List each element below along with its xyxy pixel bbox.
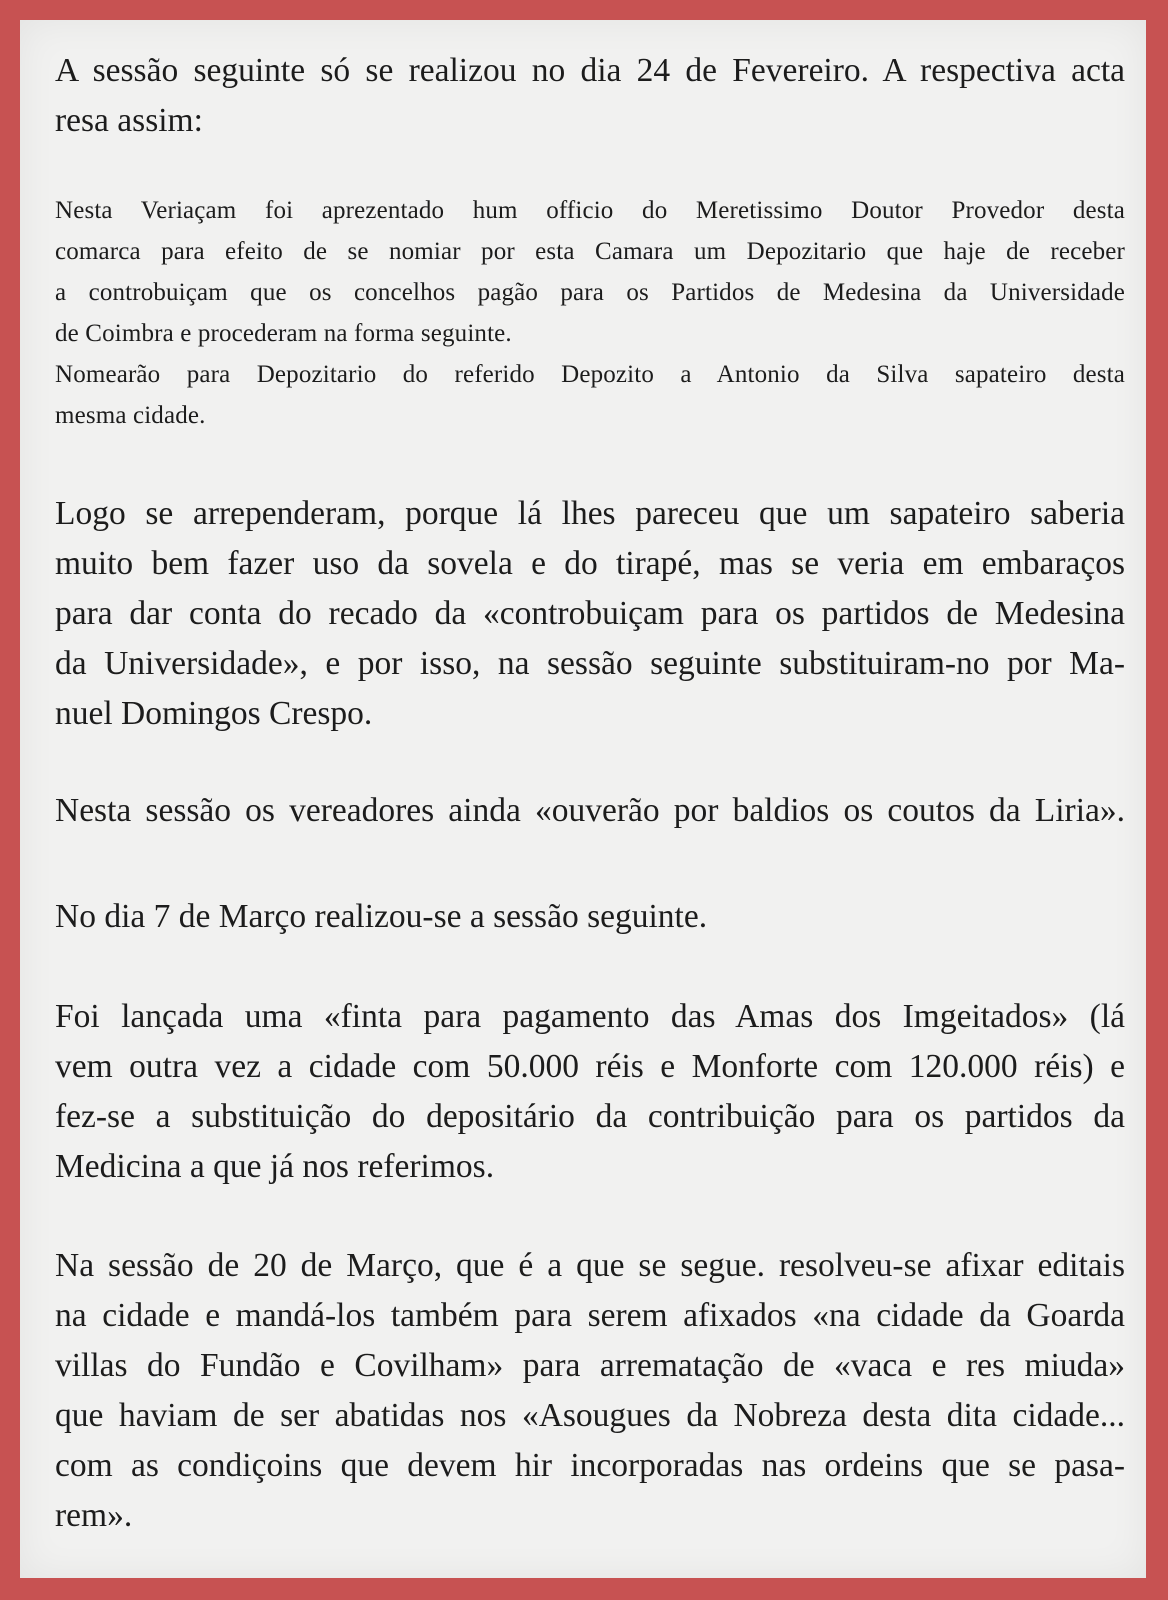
document-page	[20, 20, 1146, 1578]
text-line: A sessão seguinte só se realizou no dia 24 de Fevereiro. A respectiva acta	[55, 52, 1125, 89]
text-line: para dar conta do recado da «controbuiçam para os partidos de Medesina	[55, 595, 1125, 632]
paragraph-session-20-march	[55, 1241, 1125, 1541]
quoted-minutes	[55, 190, 1125, 436]
text-line: mesma cidade.	[55, 402, 206, 429]
text-line: muito bem fazer uso da sovela e do tirapé, mas se veria em embaraços	[55, 545, 1125, 582]
text-line: da Universidade», e por isso, na sessão seguinte substituiram-no por Ma-	[55, 645, 1125, 682]
text-line: na cidade e mandá-los também para serem afixados «na cidade da Goarda	[55, 1297, 1125, 1334]
text-line: No dia 7 de Março realizou-se a sessão seguinte.	[55, 898, 708, 935]
text-line: fez-se a substituição do depositário da contribuição para os partidos da	[55, 1098, 1125, 1135]
text-line: Nesta sessão os vereadores ainda «ouverão por baldios os coutos da Liria».	[55, 792, 1125, 829]
text-line: vem outra vez a cidade com 50.000 réis e Monforte com 120.000 réis) e	[55, 1048, 1125, 1085]
text-line: comarca para efeito de se nomiar por esta Camara um Depozitario que haje de receber	[55, 238, 1125, 265]
text-line: Nomearão para Depozitario do referido Depozito a Antonio da Silva sapateiro desta	[55, 361, 1125, 388]
text-line: Foi lançada uma «finta para pagamento das Amas dos Imgeitados» (lá	[55, 998, 1125, 1035]
text-line: nuel Domingos Crespo.	[55, 695, 373, 732]
paragraph-session-7-march	[55, 892, 1125, 942]
paragraph-baldios	[55, 786, 1125, 836]
text-line: rem».	[55, 1497, 133, 1534]
text-line: que haviam de ser abatidas nos «Asougues da Nobreza desta dita cidade...	[55, 1397, 1125, 1434]
text-line: Nesta Veriaçam foi aprezentado hum officio do Meretissimo Doutor Provedor desta	[55, 197, 1125, 224]
text-line: resa assim:	[55, 102, 203, 139]
text-line: de Coimbra e procederam na forma seguinte.	[55, 320, 512, 347]
paragraph-session-24-february	[55, 46, 1125, 146]
text-line: Logo se arrependeram, porque lá lhes pareceu que um sapateiro saberia	[55, 495, 1125, 532]
text-line: a controbuiçam que os concelhos pagão para os Partidos de Medesina da Universidade	[55, 279, 1125, 306]
paragraph-finta	[55, 992, 1125, 1192]
text-line: Na sessão de 20 de Março, que é a que se segue. resolveu-se afixar editais	[55, 1247, 1125, 1284]
text-line: com as condiçoins que devem hir incorporadas nas ordeins que se pasa-	[55, 1447, 1125, 1484]
paragraph-regret	[55, 489, 1125, 739]
text-line: villas do Fundão e Covilham» para arrematação de «vaca e res miuda»	[55, 1347, 1125, 1384]
text-line: Medicina a que já nos referimos.	[55, 1148, 495, 1185]
